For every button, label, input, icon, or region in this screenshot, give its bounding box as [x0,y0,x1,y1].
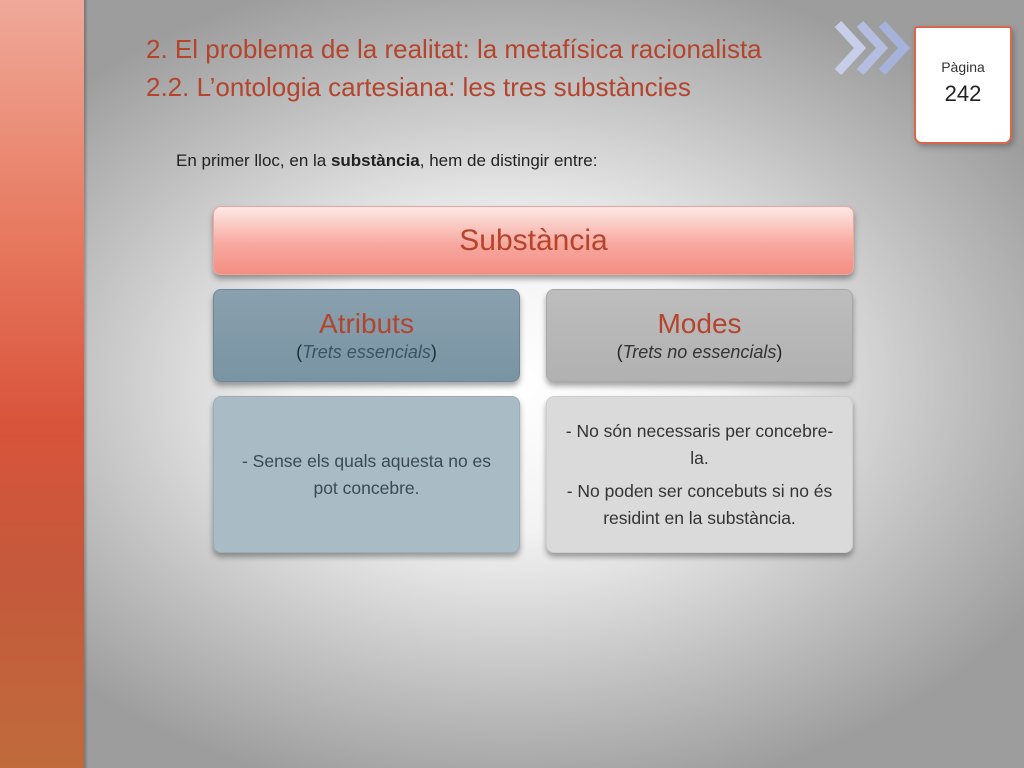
modes-description-box [546,396,853,553]
slide-title [146,30,762,106]
title-line-1: 2. El problema de la realitat: la metafísica racionalista [146,34,762,64]
intro-before: En primer lloc, en la [176,151,331,170]
page-badge [914,26,1012,144]
attributes-header-box [213,289,520,382]
substance-root-box [213,206,854,275]
attributes-title: Atributs [319,307,414,339]
intro-bold-term: substància [330,151,420,170]
modes-subtitle: (Trets no essencials) [616,341,783,362]
modes-description-1: - No són necessaris per concebre-la. [565,420,834,468]
modes-header-box [546,289,853,382]
intro-after: , hem de distingir entre: [419,151,598,170]
intro-text [176,151,597,171]
modes-title: Modes [657,307,742,339]
root-label: Substància [459,223,608,257]
title-line-2: 2.2. L’ontologia cartesiana: les tres substàncies [146,72,691,102]
side-decorative-strip [0,0,84,768]
chevrons-icon [834,20,924,76]
attributes-description: - Sense els quals aquesta no es pot concebre. [241,450,492,498]
modes-description-2: - No poden ser concebuts si no és residint en la substància. [566,480,833,528]
page-number: 242 [944,81,982,106]
page-label: Pàgina [941,59,985,75]
attributes-description-box [213,396,520,553]
attributes-subtitle: (Trets essencials) [296,341,437,362]
